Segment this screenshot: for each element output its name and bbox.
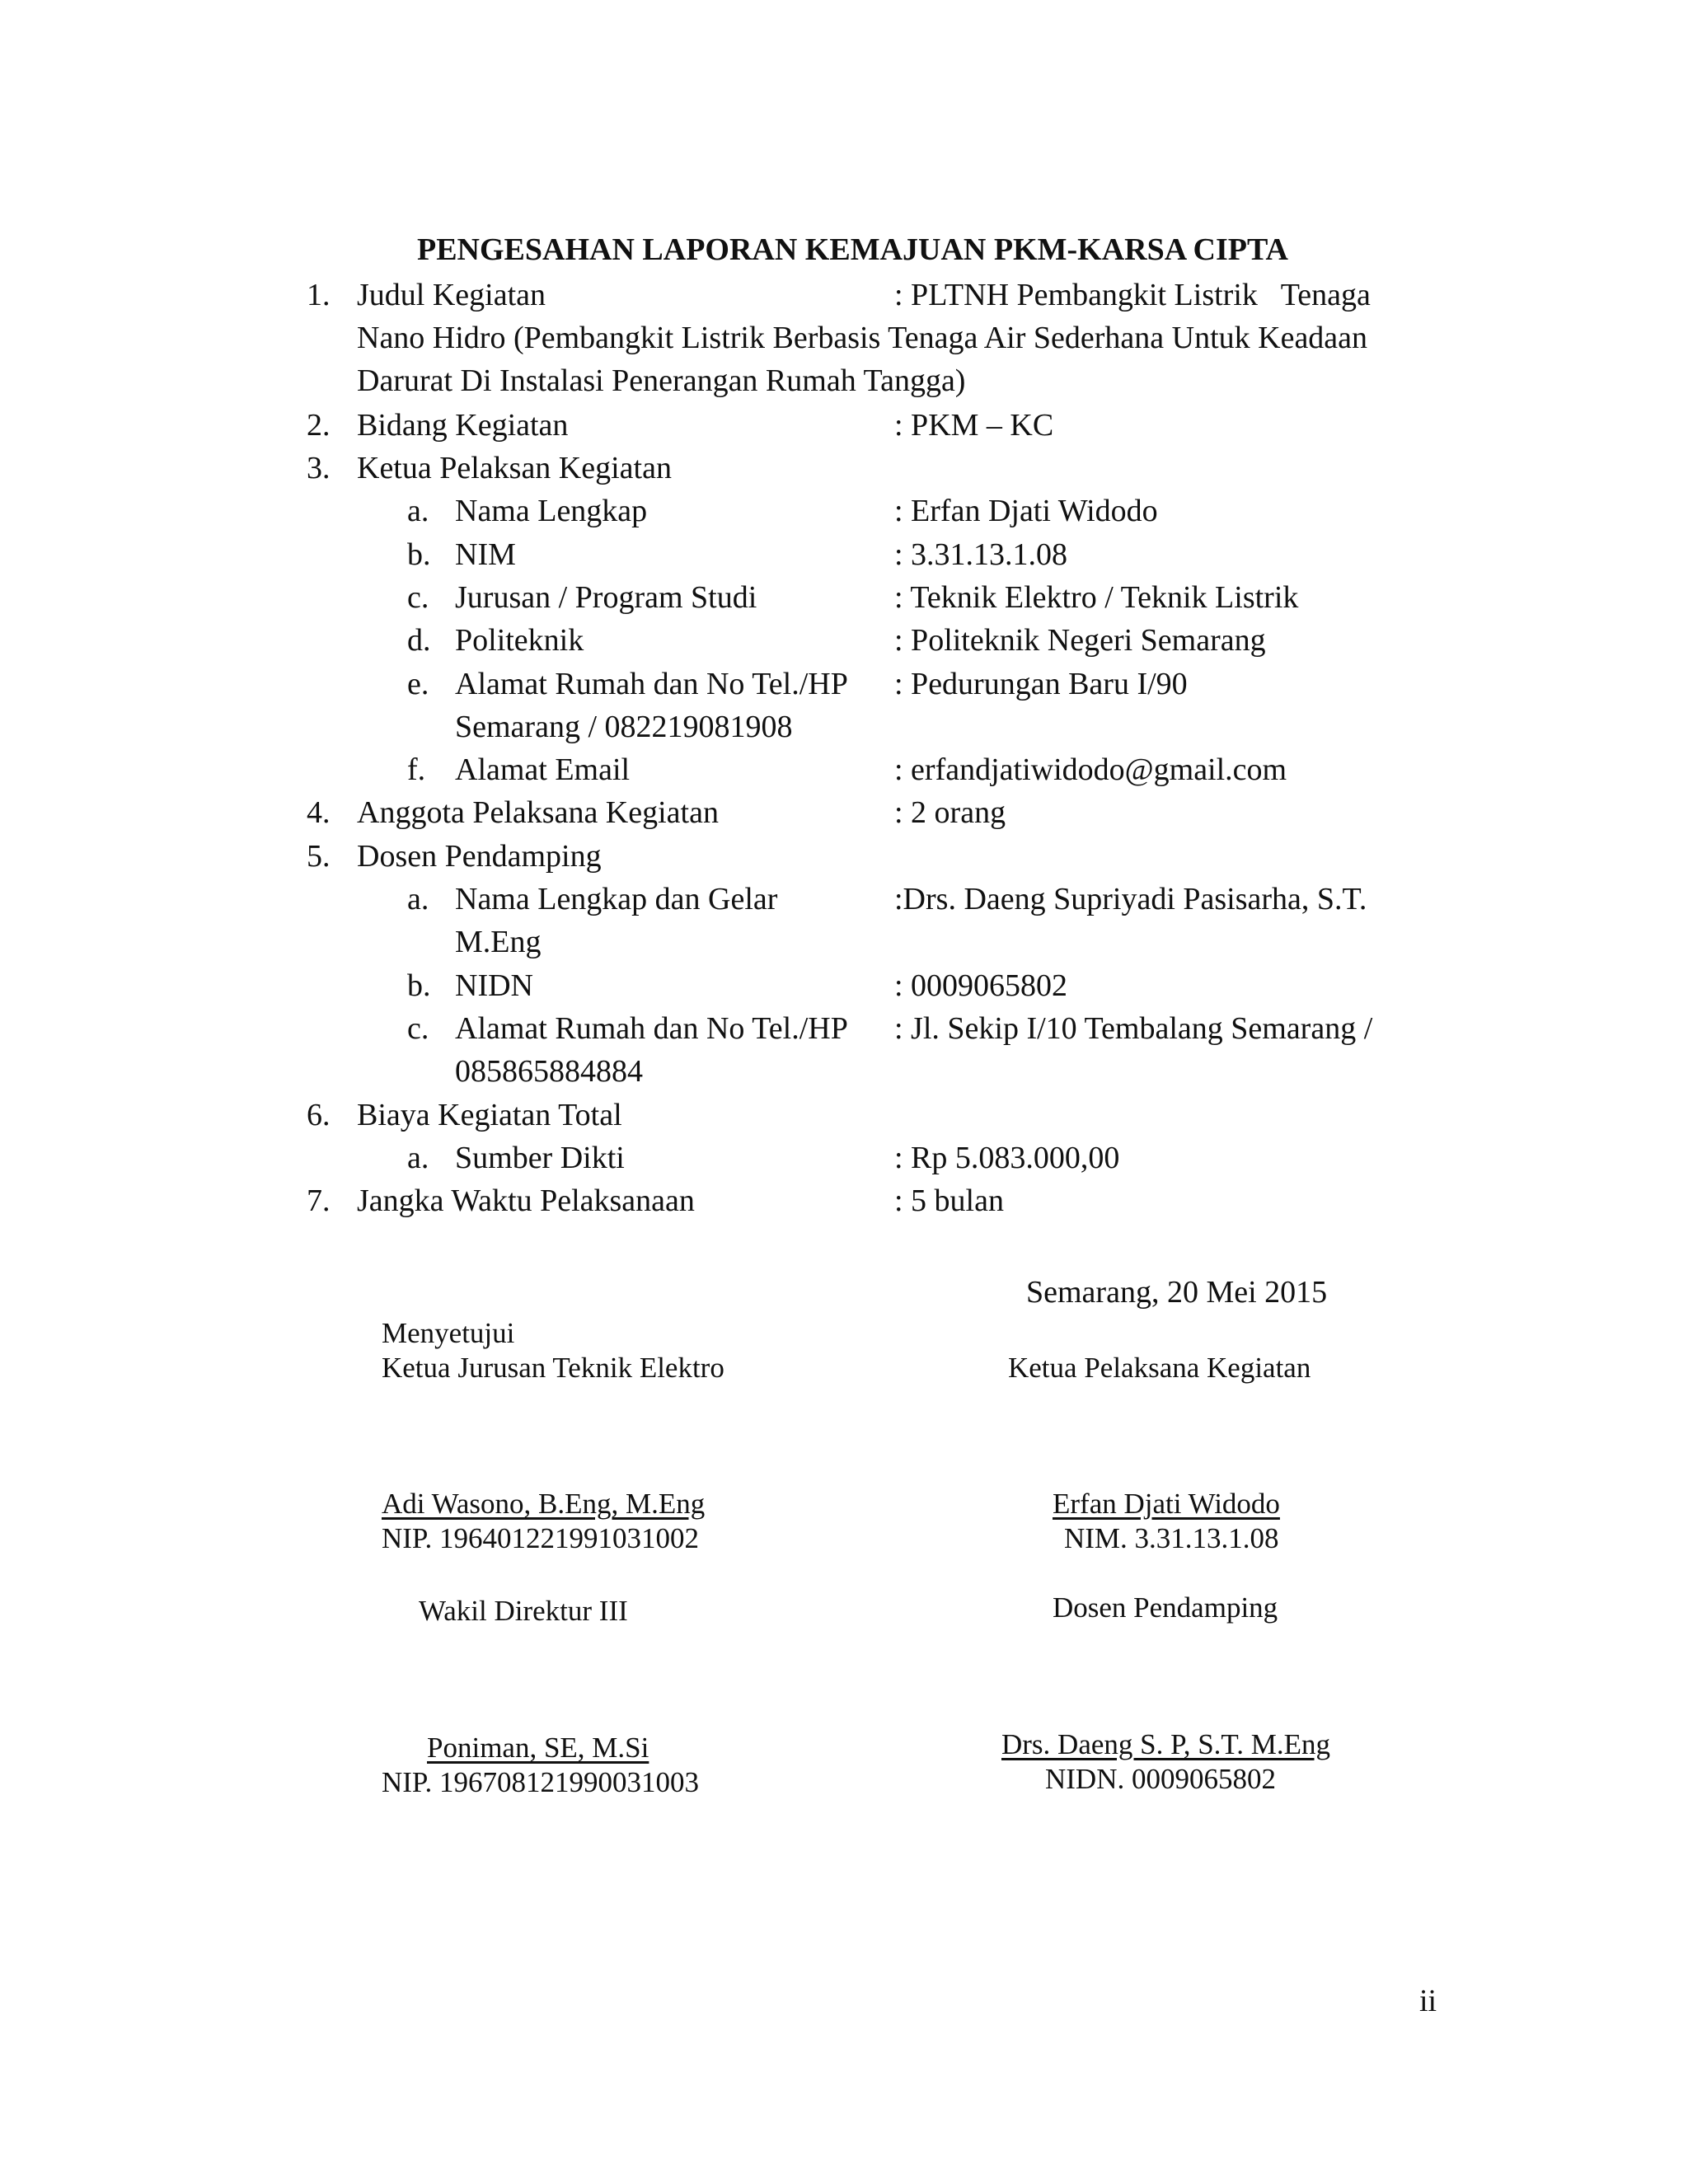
signatory-name: Erfan Djati Widodo bbox=[1053, 1488, 1280, 1520]
subitem-letter: f. bbox=[407, 752, 426, 787]
approval-label: Menyetujui bbox=[382, 1317, 515, 1349]
subitem-letter: c. bbox=[407, 1011, 429, 1046]
signatory-name: Poniman, SE, M.Si bbox=[427, 1732, 649, 1764]
subitem-label: Sumber Dikti bbox=[455, 1141, 625, 1175]
subitem-letter: a. bbox=[407, 494, 429, 528]
item-number: 6. bbox=[307, 1098, 331, 1132]
item-label: Bidang Kegiatan bbox=[357, 408, 569, 443]
signatory-name: Drs. Daeng S. P, S.T. M.Eng bbox=[1001, 1728, 1330, 1760]
subitem-value: : Jl. Sekip I/10 Tembalang Semarang / bbox=[894, 1011, 1373, 1046]
place-date: Semarang, 20 Mei 2015 bbox=[1026, 1275, 1328, 1310]
signatory-id: NIP. 196708121990031003 bbox=[382, 1766, 700, 1798]
signatory-id: NIP. 196401221991031002 bbox=[382, 1522, 700, 1554]
subitem-label: Alamat Rumah dan No Tel./HP bbox=[455, 667, 848, 701]
signatory-id: NIDN. 0009065802 bbox=[1045, 1763, 1276, 1795]
subitem-value: : 3.31.13.1.08 bbox=[894, 537, 1068, 572]
subitem-value: : Pedurungan Baru I/90 bbox=[894, 667, 1188, 701]
subitem-label: Jurusan / Program Studi bbox=[455, 580, 757, 615]
item-value-continuation: Nano Hidro (Pembangkit Listrik Berbasis Tenaga Air Sederhana Untuk Keadaan bbox=[357, 321, 1368, 355]
subitem-continuation: Semarang / 082219081908 bbox=[455, 710, 793, 744]
item-label: Ketua Pelaksan Kegiatan bbox=[357, 451, 672, 485]
subitem-label: Alamat Email bbox=[455, 752, 631, 787]
subitem-value: : Erfan Djati Widodo bbox=[894, 494, 1158, 528]
signatory-role: Ketua Jurusan Teknik Elektro bbox=[382, 1352, 724, 1384]
subitem-value: : Rp 5.083.000,00 bbox=[894, 1141, 1120, 1175]
subitem-label: Nama Lengkap dan Gelar bbox=[455, 882, 778, 916]
item-value: : PKM – KC bbox=[894, 408, 1054, 443]
subitem-label: NIDN bbox=[455, 968, 533, 1003]
item-label: Biaya Kegiatan Total bbox=[357, 1098, 622, 1132]
document-title: PENGESAHAN LAPORAN KEMAJUAN PKM-KARSA CIPTA bbox=[417, 232, 1288, 267]
subitem-letter: a. bbox=[407, 1141, 429, 1175]
item-value: : 5 bulan bbox=[894, 1183, 1004, 1218]
subitem-letter: c. bbox=[407, 580, 429, 615]
item-value: : PLTNH Pembangkit Listrik Tenaga bbox=[894, 278, 1371, 312]
subitem-letter: a. bbox=[407, 882, 429, 916]
signatory-id: NIM. 3.31.13.1.08 bbox=[1064, 1522, 1279, 1554]
item-number: 5. bbox=[307, 839, 331, 874]
page-number: ii bbox=[1419, 1984, 1437, 2018]
item-label: Dosen Pendamping bbox=[357, 839, 602, 874]
item-label: Judul Kegiatan bbox=[357, 278, 546, 312]
subitem-label: Alamat Rumah dan No Tel./HP bbox=[455, 1011, 848, 1046]
subitem-letter: d. bbox=[407, 623, 431, 658]
subitem-continuation: M.Eng bbox=[455, 925, 542, 959]
subitem-letter: b. bbox=[407, 968, 431, 1003]
item-value: : 2 orang bbox=[894, 795, 1006, 830]
subitem-label: Politeknik bbox=[455, 623, 584, 658]
subitem-label: Nama Lengkap bbox=[455, 494, 648, 528]
subitem-label: NIM bbox=[455, 537, 516, 572]
subitem-letter: e. bbox=[407, 667, 429, 701]
item-number: 7. bbox=[307, 1183, 331, 1218]
signatory-role: Dosen Pendamping bbox=[1053, 1591, 1278, 1624]
item-label: Jangka Waktu Pelaksanaan bbox=[357, 1183, 695, 1218]
signatory-role: Wakil Direktur III bbox=[419, 1595, 628, 1627]
subitem-value: : Teknik Elektro / Teknik Listrik bbox=[894, 580, 1299, 615]
item-number: 4. bbox=[307, 795, 331, 830]
item-number: 2. bbox=[307, 408, 331, 443]
signatory-role: Ketua Pelaksana Kegiatan bbox=[1008, 1352, 1311, 1384]
subitem-continuation: 085865884884 bbox=[455, 1054, 643, 1089]
subitem-letter: b. bbox=[407, 537, 431, 572]
subitem-value: : Politeknik Negeri Semarang bbox=[894, 623, 1266, 658]
item-number: 3. bbox=[307, 451, 331, 485]
subitem-value: :Drs. Daeng Supriyadi Pasisarha, S.T. bbox=[894, 882, 1367, 916]
item-value-continuation: Darurat Di Instalasi Penerangan Rumah Tangga) bbox=[357, 363, 966, 398]
item-number: 1. bbox=[307, 278, 331, 312]
subitem-value: : erfandjatiwidodo@gmail.com bbox=[894, 752, 1287, 787]
signatory-name: Adi Wasono, B.Eng, M.Eng bbox=[382, 1488, 706, 1520]
item-label: Anggota Pelaksana Kegiatan bbox=[357, 795, 719, 830]
subitem-value: : 0009065802 bbox=[894, 968, 1068, 1003]
